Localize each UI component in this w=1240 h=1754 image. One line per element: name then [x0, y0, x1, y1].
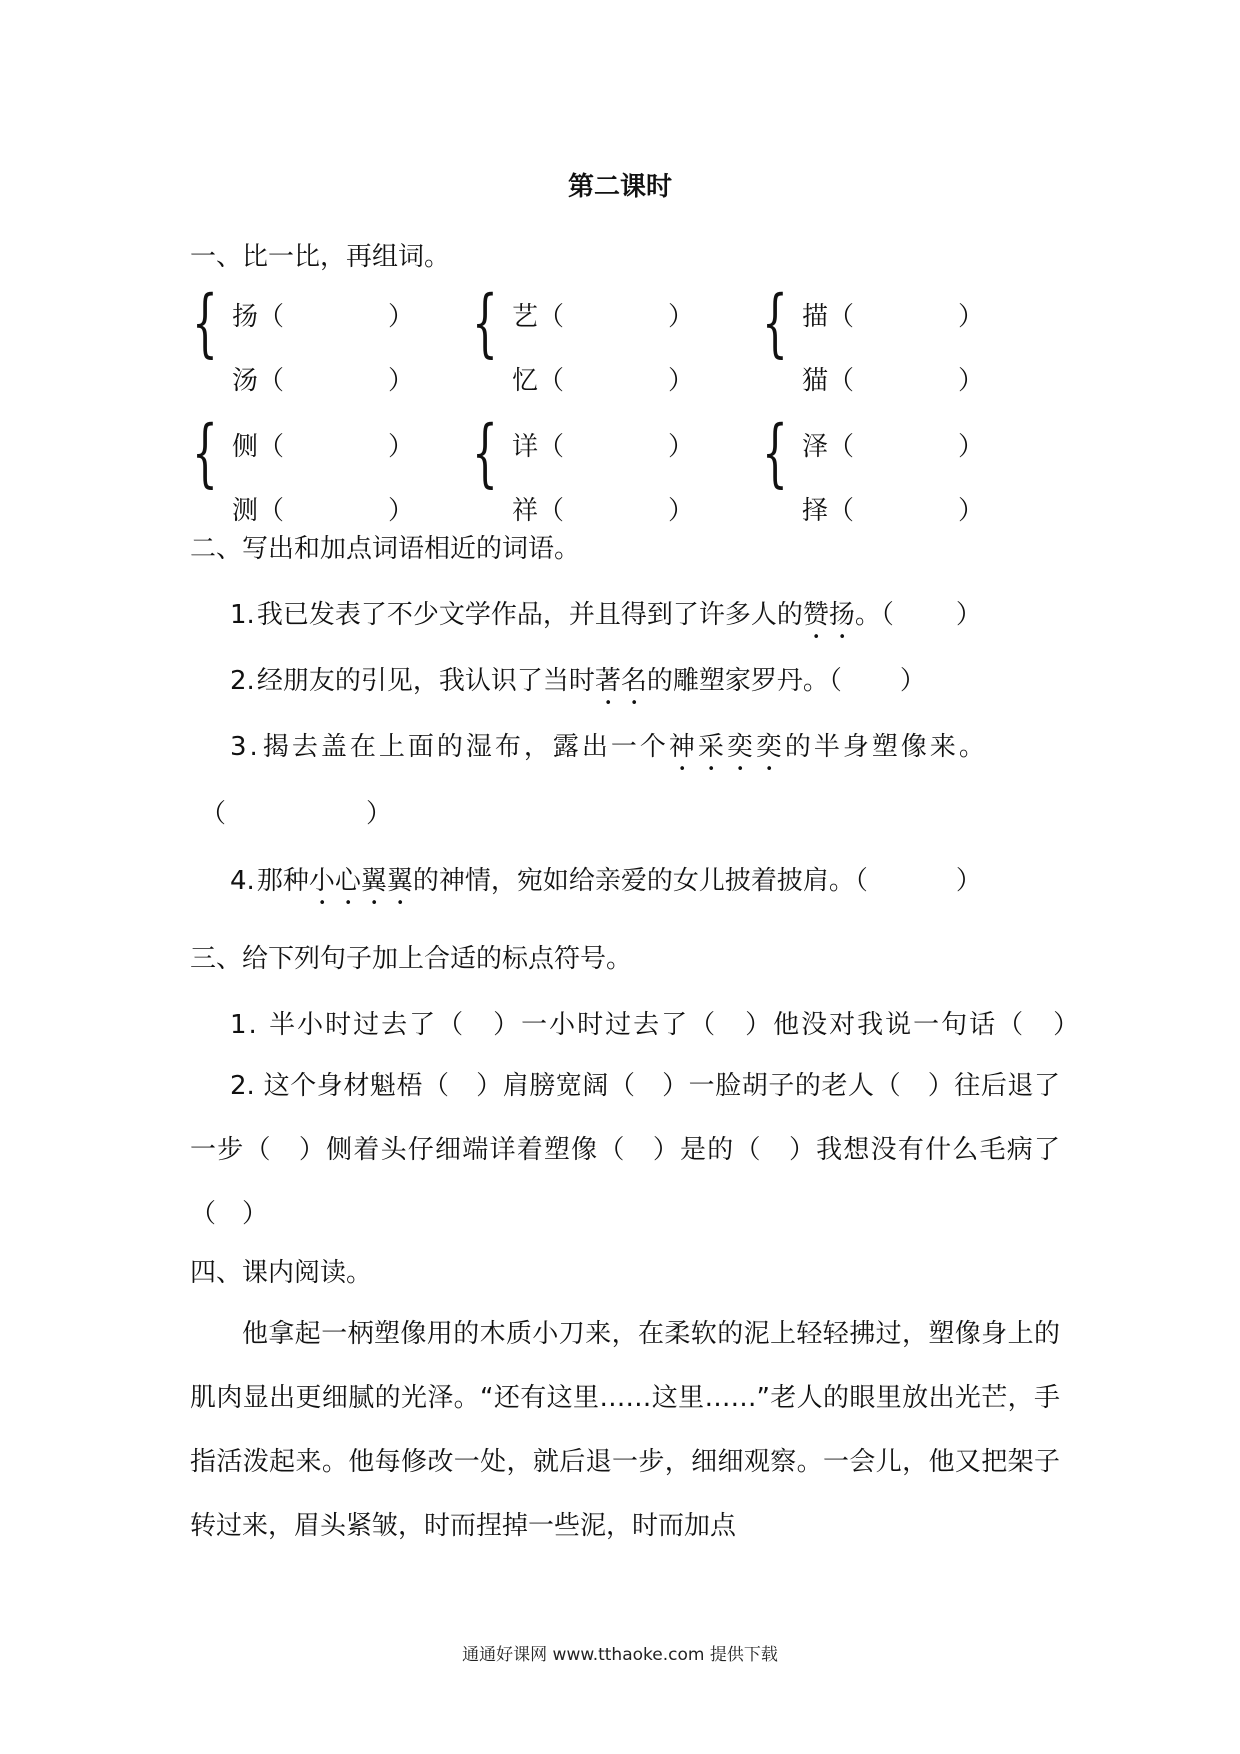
brace-icon: {: [472, 280, 498, 366]
section2-item-1: 1.我已发表了不少文学作品，并且得到了许多人的赞扬。（ ）: [230, 600, 982, 630]
word-pair-4-bottom: [232, 490, 414, 527]
paren-close: ）: [958, 302, 985, 332]
paren-open: （: [538, 432, 565, 462]
paren-close: ）: [388, 432, 415, 462]
word-pair-3-bottom: [802, 360, 984, 397]
character: 忆: [512, 366, 539, 396]
section2-item-3: 3.揭去盖在上面的湿布，露出一个神采奕奕的半身塑像来。: [230, 732, 988, 762]
paren-close: ）: [958, 432, 985, 462]
paren-close: ）: [668, 302, 695, 332]
section3-item-2: 2. 这个身材魁梧（ ）肩膀宽阔（ ）一脸胡子的老人（ ）往后退了一步（ ）侧着头仔细端详着塑像（ ）是的（ ）我想没有什么毛病了（ ）: [190, 1071, 1060, 1229]
dotted-word: 神采奕奕: [668, 732, 785, 762]
paren-open: （: [828, 496, 855, 526]
paren-close: ）: [668, 432, 695, 462]
paren-close: ）: [958, 496, 985, 526]
paren-open: （: [258, 366, 285, 396]
brace-icon: {: [472, 410, 498, 496]
character: 侧: [232, 432, 259, 462]
section4-heading: 四、课内阅读。: [190, 1258, 373, 1288]
character: 泽: [802, 432, 829, 462]
dotted-word: 著名: [594, 666, 647, 696]
paren-open: （: [258, 496, 285, 526]
word-pair-5-top: [512, 426, 694, 463]
paren-open: （: [538, 302, 565, 332]
page-title: 第二课时: [567, 172, 672, 202]
paren-open: （: [538, 496, 565, 526]
paren-open: （: [828, 432, 855, 462]
character: 描: [802, 302, 829, 332]
section2-item-2: 2.经朋友的引见，我认识了当时著名的雕塑家罗丹。（ ）: [230, 666, 926, 696]
paren-close: ）: [958, 366, 985, 396]
word-pair-6-top: [802, 426, 984, 463]
dotted-word: 小心翼翼: [308, 866, 413, 896]
character: 祥: [512, 496, 539, 526]
character: 测: [232, 496, 259, 526]
paren-close: ）: [388, 496, 415, 526]
section2-item-4: 4.那种小心翼翼的神情，宛如给亲爱的女儿披着披肩。（ ）: [230, 866, 982, 896]
paren-open: （: [258, 432, 285, 462]
footer-text: 通通好课网 www.tthaoke.com 提供下载: [462, 1645, 778, 1665]
word-pair-1-bottom: [232, 360, 414, 397]
brace-icon: {: [192, 280, 218, 366]
character: 猫: [802, 366, 829, 396]
paren-open: （: [258, 302, 285, 332]
paren-close: ）: [388, 366, 415, 396]
word-pair-4-top: [232, 426, 414, 463]
character: 艺: [512, 302, 539, 332]
paren-open: （: [828, 302, 855, 332]
section2-item-3-answer: （ ）: [200, 799, 393, 829]
section3-item-1: 1. 半小时过去了（ ）一小时过去了（ ）他没对我说一句话（ ）: [230, 1010, 1082, 1040]
section1-heading: 一、比一比，再组词。: [190, 242, 451, 272]
character: 择: [802, 496, 829, 526]
paren-open: （: [538, 366, 565, 396]
character: 扬: [232, 302, 259, 332]
paren-open: （: [828, 366, 855, 396]
paren-close: ）: [388, 302, 415, 332]
character: 详: [512, 432, 539, 462]
section3-heading: 三、给下列句子加上合适的标点符号。: [190, 944, 633, 974]
paren-close: ）: [668, 366, 695, 396]
brace-icon: {: [762, 280, 788, 366]
word-pair-1-top: [232, 296, 414, 333]
brace-icon: {: [762, 410, 788, 496]
character: 汤: [232, 366, 259, 396]
word-pair-3-top: [802, 296, 984, 333]
paren-close: ）: [668, 496, 695, 526]
word-pair-2-bottom: [512, 360, 694, 397]
reading-passage: 他拿起一柄塑像用的木质小刀来，在柔软的泥上轻轻拂过，塑像身上的肌肉显出更细腻的光泽。“还有这里……这里……”老人的眼里放出光芒，手指活泼起来。他每修改一处，就后退一步，细细观察。一会儿，他又把架子转过来，眉头紧皱，时而捏掉一些泥，时而加点: [190, 1319, 1060, 1541]
dotted-word: 赞扬: [802, 600, 855, 630]
brace-icon: {: [192, 410, 218, 496]
section2-heading: 二、写出和加点词语相近的词语。: [190, 534, 581, 564]
word-pair-5-bottom: [512, 490, 694, 527]
word-pair-6-bottom: [802, 490, 984, 527]
word-pair-2-top: [512, 296, 694, 333]
